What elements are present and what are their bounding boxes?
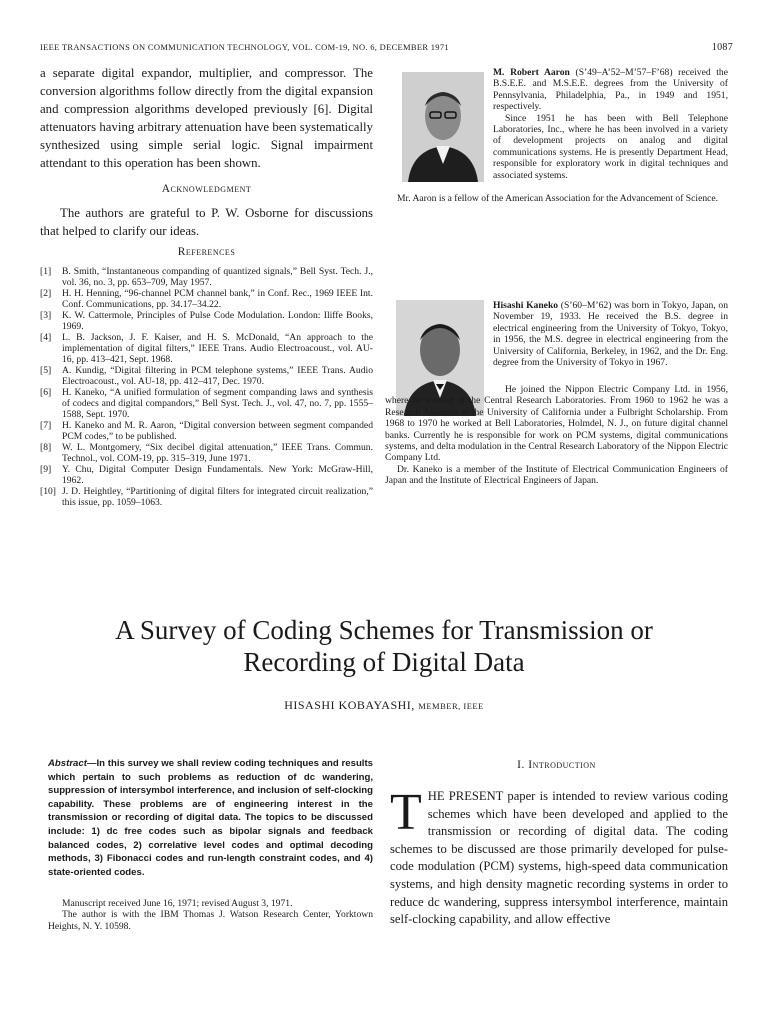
bio-aaron-top: M. Robert Aaron (S’49–A’52–M’57–F’68) received the B.S.E.E. and M.S.E.E. degrees from the University of Pennsylvania, Philadelphia, Pa., in 1949 and 1951, respectively. Since 1951 he has been with Bell Telephone Laboratories, Inc., where he has been involved in a variety of development projects on analog and digital communications systems. He is presently Department Head, responsible for exploratory work in digital techniques and associated systems. <box>493 67 728 181</box>
continued-paragraph: a separate digital expandor, multiplier, and compressor. The conversion algorithms follow directly from the digital expansion and compression algorithms developed previously [6]. Digital attenuators having arbitrary attenuation have been systematically synthesized using simple serial logic. Signal impairment attendant to this operation has been shown. <box>40 66 373 170</box>
running-header <box>40 42 733 52</box>
article-title <box>40 614 728 678</box>
section-heading: I. Introduction <box>517 759 596 771</box>
reference-item: [7] H. Kaneko and M. R. Aaron, “Digital conversion between segment companded PCM codes,” to be published. <box>40 420 373 442</box>
author-name: HISASHI KOBAYASHI, <box>284 698 415 712</box>
bio-kaneko-top: Hisashi Kaneko (S’60–M’62) was born in Tokyo, Japan, on November 19, 1933. He received the B.S. degree in electrical engineering from the University of Tokyo, Tokyo, in 1956, the M.S. degree in electrical engineering from the University of California, Berkeley, in 1962, and the Dr. Eng. degree from the University of Tokyo in 1967. <box>493 300 728 369</box>
acknowledgment-heading: Acknowledgment <box>161 183 252 195</box>
intro-text: HE PRESENT paper is intended to review various coding schemes which have been developed and applied to the transmission or recording of digital data. The coding schemes to be discussed are those primarily developed for pulse-code modulation (PCM) systems, high-speed data communication systems, and high density magnetic recording systems in order to reduce dc wandering, suppress intersymbol interference, maintain self-clocking capability, and allow effective <box>390 789 728 927</box>
abstract-text: In this survey we shall review coding techniques and results which pertain to such problems as reduction of dc wandering, suppression of intersymbol interference, and inclusion of self-clocking capability. These problems are of engineering interest in the transmission or recording of digital data. The topics to be discussed include: 1) dc free codes such as bipolar signals and feedback balanced codes, 2) correlative level codes and optimal decoding methods, 3) Fibonacci codes and run-length constraint codes, and 4) state-oriented codes. <box>48 758 373 878</box>
bio-name: M. Robert Aaron <box>493 67 570 78</box>
reference-item: [8] W. L. Montgomery, “Six decibel digital attenuation,” IEEE Trans. Commun. Technol., vol. COM-19, pp. 315–319, June 1971. <box>40 442 373 464</box>
bio-kaneko-bottom: He joined the Nippon Electric Company Ltd. in 1956, where he worked at the Central Research Laboratories. From 1960 to 1962 he was a Research Assistant at the University of California under a Fulbright Scholarship. From 1968 to 1970 he worked at Bell Laboratories, Holmdel, N. J., on future digital channel banks. Currently he is responsible for work on PCM systems, digital communications systems, and delta modulation in the Central Research Laboratory of the Nippon Electric Company Ltd. Dr. Kaneko is a member of the Institute of Electrical Communication Engineers of Japan and the Institute of Electrical Engineers of Japan. <box>385 384 728 487</box>
acknowledgment-text: The authors are grateful to P. W. Osborne for discussions that helped to clarify our ideas. <box>40 206 373 238</box>
reference-item: [10] J. D. Heightley, “Partitioning of digital filters for integrated circuit realization,” this issue, pp. 1059–1063. <box>40 486 373 508</box>
reference-item: [5] A. Kundig, “Digital filtering in PCM telephone systems,” IEEE Trans. Audio Electroacoust., vol. AU-18, pp. 412–417, Dec. 1970. <box>40 365 373 387</box>
bio-name: Hisashi Kaneko <box>493 300 559 311</box>
article-author <box>40 698 728 713</box>
reference-item: [4] L. B. Jackson, J. F. Kaiser, and H. S. McDonald, “An approach to the implementation of digital filters,” IEEE Trans. Audio Electroacoust., vol. AU-16, pp. 413–421, Sept. 1968. <box>40 332 373 365</box>
title-line-1: A Survey of Coding Schemes for Transmission or <box>115 615 653 645</box>
abstract <box>48 757 373 879</box>
portrait-icon <box>402 72 484 182</box>
journal-header: IEEE TRANSACTIONS ON COMMUNICATION TECHNOLOGY, VOL. COM-19, NO. 6, DECEMBER 1971 <box>40 42 449 52</box>
references-heading: References <box>177 246 236 258</box>
author-membership: MEMBER, IEEE <box>418 701 484 711</box>
reference-item: [2] H. H. Henning, “96-channel PCM channel bank,” in Conf. Rec., 1969 IEEE Int. Conf. Communications, pp. 34.17–34.22. <box>40 288 373 310</box>
reference-item: [6] H. Kaneko, “A unified formulation of segment companding laws and synthesis of codecs and digital compandors,” Bell Syst. Tech. J., vol. 47, no. 7, pp. 1555–1588, Sept. 1970. <box>40 387 373 420</box>
title-line-2: Recording of Digital Data <box>243 647 525 677</box>
reference-item: [1] B. Smith, “Instantaneous companding of quantized signals,” Bell Syst. Tech. J., vol. 36, no. 3, pp. 653–709, May 1957. <box>40 266 373 288</box>
reference-list <box>40 266 373 508</box>
manuscript-footnote: Manuscript received June 16, 1971; revised August 3, 1971. The author is with the IBM Thomas J. Watson Research Center, Yorktown Heights, N. Y. 10598. <box>48 898 373 932</box>
reference-item: [9] Y. Chu, Digital Computer Design Fundamentals. New York: McGraw-Hill, 1962. <box>40 464 373 486</box>
author-photo-aaron <box>402 72 484 182</box>
abstract-lead: Abstract— <box>48 758 97 769</box>
page-number: 1087 <box>711 42 733 53</box>
intro-paragraph <box>390 784 728 929</box>
drop-cap: T <box>390 784 422 841</box>
bio-aaron-bottom: Mr. Aaron is a fellow of the American Association for the Advancement of Science. <box>397 193 719 204</box>
reference-item: [3] K. W. Cattermole, Principles of Pulse Code Modulation. London: Iliffe Books, 1969. <box>40 310 373 332</box>
